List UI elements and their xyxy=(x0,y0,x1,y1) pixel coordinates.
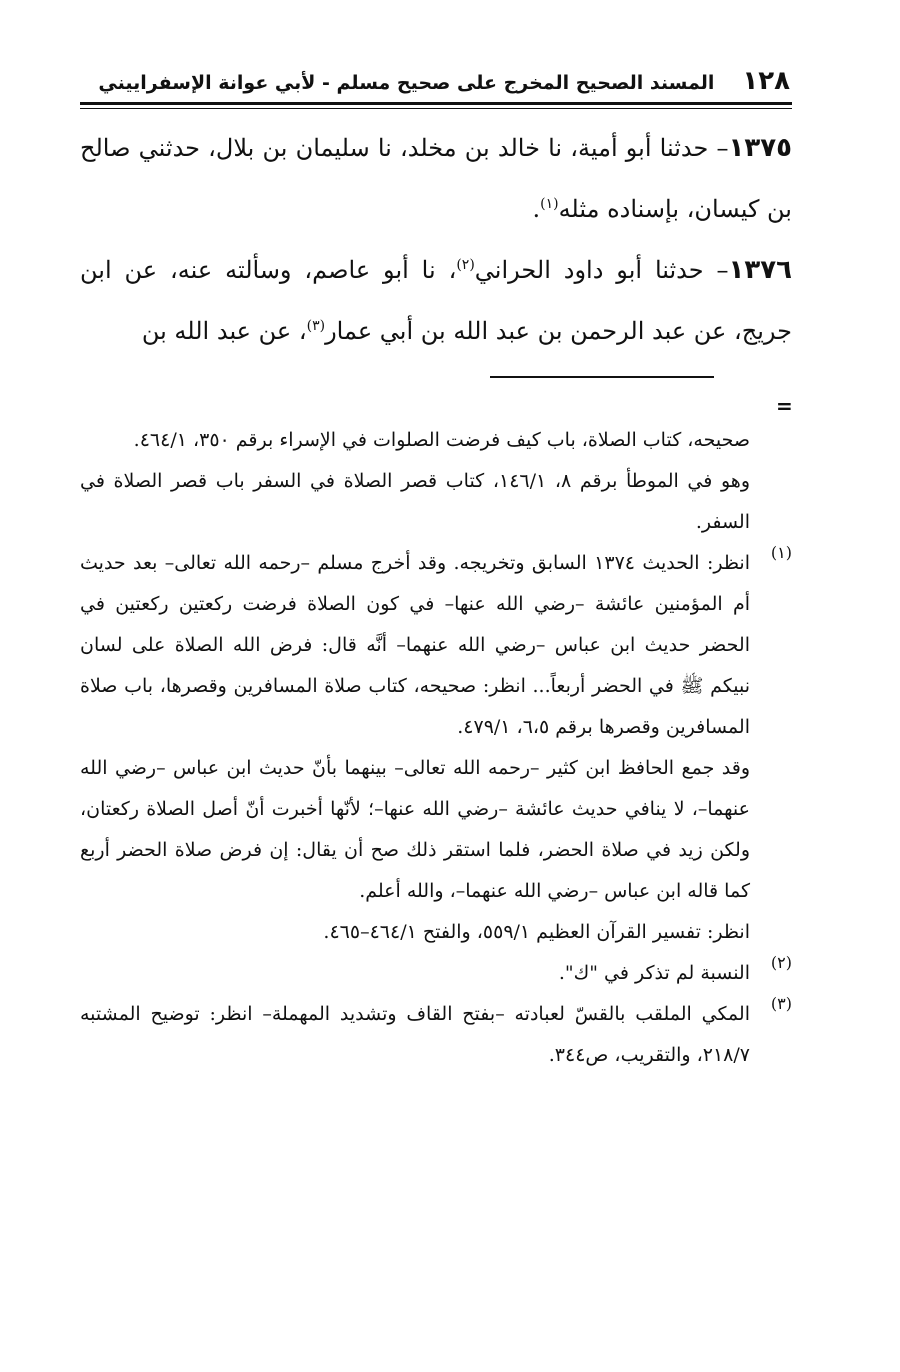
hadith-text: حدثنا أبو داود الحراني xyxy=(474,256,704,284)
footnote-continuation-1: صحيحه، كتاب الصلاة، باب كيف فرضت الصلوات في الإسراء برقم ٣٥٠، ٤٦٤/١. xyxy=(133,429,750,451)
footnote-marker: (١) xyxy=(770,543,792,562)
footnote-continuation-2: وهو في الموطأ برقم ٨، ١٤٦/١، كتاب قصر الصلاة في السفر باب قصر الصلاة في السفر. xyxy=(80,470,750,533)
hadith-text-mid: ، نا أبو عاصم، وسألته عنه، عن ابن جريج، عن عبد الرحمن بن عبد الله بن أبي عمار xyxy=(80,256,792,345)
header-rule-thick xyxy=(80,102,792,105)
hadith-1375 xyxy=(80,120,792,237)
footnote-ref: (٢) xyxy=(456,257,475,273)
page-header xyxy=(80,66,790,100)
footnote-ref: (١) xyxy=(540,196,559,212)
footnote-2 xyxy=(80,953,792,994)
hadith-number: ١٣٧٦ xyxy=(728,255,792,285)
hadith-1376 xyxy=(80,237,792,359)
hadith-text-end: . xyxy=(532,195,541,223)
footnote-1-para-2: وقد جمع الحافظ ابن كثير –رحمه الله تعالى– بينهما بأنّ حديث ابن عباس –رضي الله عنهما–، لا ينافي حديث عائشة –رضي الله عنها–؛ لأنّها أخبرت أنّ أصل الصلاة ركعتان، ولكن زيد في صلاة الحضر، فلما استقر ذلك صح أن يقال: إن فرض صلاة الحضر أربع كما قاله ابن عباس –رضي الله عنهما–، والله أعلم. xyxy=(80,757,750,902)
footnote-marker: (٣) xyxy=(770,994,792,1013)
main-text xyxy=(80,120,792,359)
footnote-1 xyxy=(80,543,792,953)
running-title: المسند الصحيح المخرج على صحيح مسلم - لأبي عوانة الإسفراييني xyxy=(98,72,715,94)
hadith-text: حدثنا أبو أمية، نا خالد بن مخلد، نا سليمان بن بلال، حدثني صالح بن كيسان، بإسناده مثله xyxy=(80,134,792,223)
hadith-dash: – xyxy=(708,134,729,162)
footnotes xyxy=(80,420,792,1076)
footnote-1-para-3: انظر: تفسير القرآن العظيم ٥٥٩/١، والفتح ٤٦٤/١–٤٦٥. xyxy=(323,921,750,943)
footnote-ref: (٣) xyxy=(306,318,326,334)
hadith-text-end: ، عن عبد الله بن xyxy=(141,317,307,345)
footnote-3-text: المكي الملقب بالقسّ لعبادته –بفتح القاف وتشديد المهملة– انظر: توضيح المشتبه ٢١٨/٧، والتقريب، ص٣٤٤. xyxy=(80,1003,750,1066)
page-number: ١٢٨ xyxy=(742,66,790,96)
header-rule-thin xyxy=(80,108,792,109)
hadith-dash: – xyxy=(703,256,729,284)
footnote-separator xyxy=(490,376,714,378)
footnote-3 xyxy=(80,994,792,1076)
continuation-mark: = xyxy=(776,394,793,418)
hadith-number: ١٣٧٥ xyxy=(728,133,792,163)
footnote-2-text: النسبة لم تذكر في "ك". xyxy=(558,962,750,984)
footnote-marker: (٢) xyxy=(770,953,792,972)
footnote-1-text: انظر: الحديث ١٣٧٤ السابق وتخريجه. وقد أخرج مسلم –رحمه الله تعالى– بعد حديث أم المؤمنين عائشة –رضي الله عنها– في كون الصلاة فرضت ركعتين ركعتين في الحضر حديث ابن عباس –رضي الله عنهما– أنَّه قال: فرض الله الصلاة على لسان نبيكم ﷺ في الحضر أربعاً... انظر: صحيحه، كتاب صلاة المسافرين وقصرها، باب صلاة المسافرين وقصرها برقم ٦،٥، ٤٧٩/١. xyxy=(80,552,750,738)
